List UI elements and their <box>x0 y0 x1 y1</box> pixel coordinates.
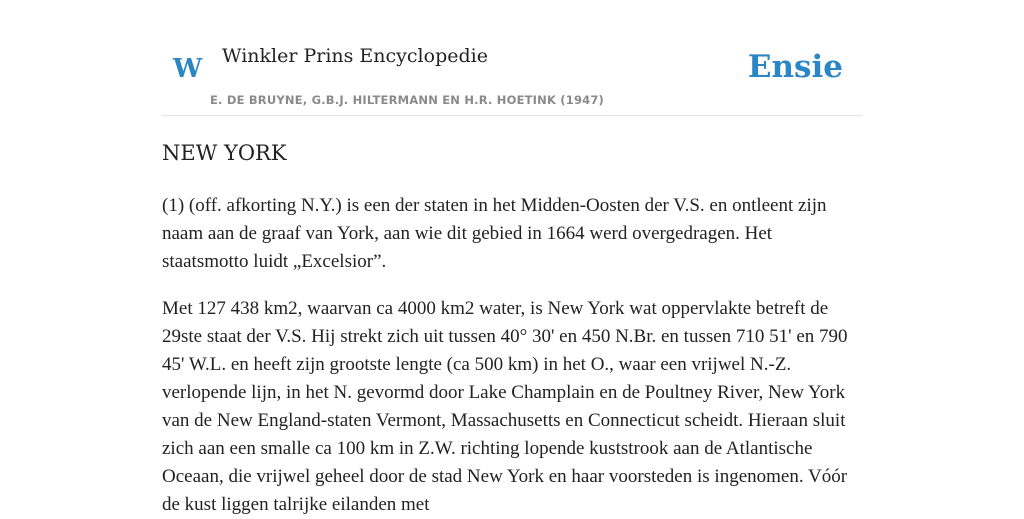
publication-authors: E. DE BRUYNE, G.B.J. HILTERMANN EN H.R. HOETINK (1947) <box>210 93 605 107</box>
site-header <box>162 0 862 116</box>
article-paragraph: (1) (off. afkorting N.Y.) is een der staten in het Midden-Oosten der V.S. en ontleent zijn naam aan de graaf van York, aan wie dit gebied in 1664 werd overgedragen. Het staatsmotto luidt „Excelsior”. <box>162 195 827 272</box>
article-paragraph: Met 127 438 km2, waarvan ca 4000 km2 water, is New York wat oppervlakte betreft de 29ste staat der V.S. Hij strekt zich uit tussen 40° 30' en 450 N.Br. en tussen 710 51' en 790 45' W.L. en heeft zijn grootste lengte (ca 500 km) in het O., waar een vrijwel N.-Z. verlopende lijn, in het N. gevormd door Lake Champlain en de Poultney River, New York van de New England-staten Vermont, Massachusetts en Connecticut scheidt. Hieraan sluit zich aan een smalle ca 100 km in Z.W. richting lopende kuststrook aan de Atlantische Oceaan, die vrijwel geheel door de stad New York en haar voorsteden is ingenomen. Vóór de kust liggen talrijke eilanden met <box>162 298 848 515</box>
publication-title[interactable]: Winkler Prins Encyclopedie <box>222 45 488 67</box>
publication-logo[interactable]: W <box>173 54 203 84</box>
ensie-logo[interactable]: Ensie <box>747 49 843 85</box>
article-title: NEW YORK <box>162 141 287 165</box>
page <box>162 0 862 515</box>
